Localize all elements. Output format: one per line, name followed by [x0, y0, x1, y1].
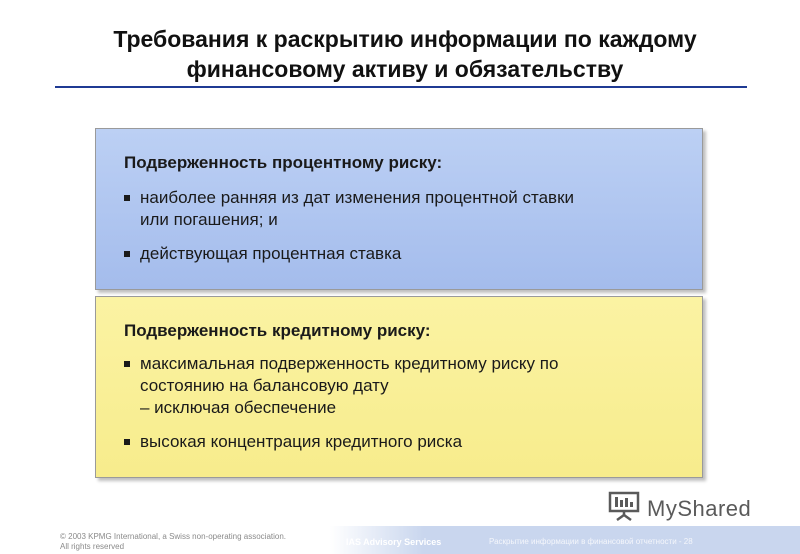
- presentation-board-icon: [607, 489, 641, 528]
- list-item-text: максимальная подверженность кредитному риску по: [140, 354, 559, 373]
- list-item: [124, 243, 684, 265]
- slide-title: [60, 24, 750, 84]
- interest-rate-risk-heading: Подверженность процентному риску:: [124, 153, 443, 172]
- square-bullet-icon: [124, 361, 130, 367]
- credit-risk-list: [124, 353, 684, 453]
- interest-rate-risk-list: [124, 187, 684, 265]
- list-item: [124, 187, 684, 231]
- list-item-text: – исключая обеспечение: [140, 398, 337, 417]
- watermark-text: MyShared: [647, 495, 752, 521]
- title-underline: [55, 86, 747, 88]
- list-item-text: действующая процентная ставка: [140, 244, 402, 263]
- copyright-line-2: All rights reserved: [60, 542, 125, 551]
- list-item-text: состоянию на балансовую дату: [140, 376, 389, 395]
- footer-page-label: Раскрытие информации в финансовой отчетности - 28: [489, 537, 693, 546]
- interest-rate-risk-box: [95, 128, 703, 290]
- copyright-notice: [60, 532, 286, 552]
- square-bullet-icon: [124, 439, 130, 445]
- list-item-text: наиболее ранняя из дат изменения процентной ставки: [140, 188, 575, 207]
- square-bullet-icon: [124, 195, 130, 201]
- slide-title-line-1: Требования к раскрытию информации по каждому: [113, 26, 697, 52]
- credit-risk-heading: Подверженность кредитному риску:: [124, 321, 431, 340]
- list-item-text: высокая концентрация кредитного риска: [140, 432, 463, 451]
- list-item-text: или погашения; и: [140, 210, 278, 229]
- list-item: [124, 353, 684, 419]
- slide-title-line-2: финансовому активу и обязательству: [186, 56, 624, 82]
- credit-risk-box: [95, 296, 703, 478]
- footer-center-label: IAS Advisory Services: [346, 537, 442, 547]
- copyright-line-1: © 2003 KPMG International, a Swiss non-operating association.: [60, 532, 287, 541]
- square-bullet-icon: [124, 251, 130, 257]
- myshared-watermark: [607, 489, 751, 528]
- list-item: [124, 431, 684, 453]
